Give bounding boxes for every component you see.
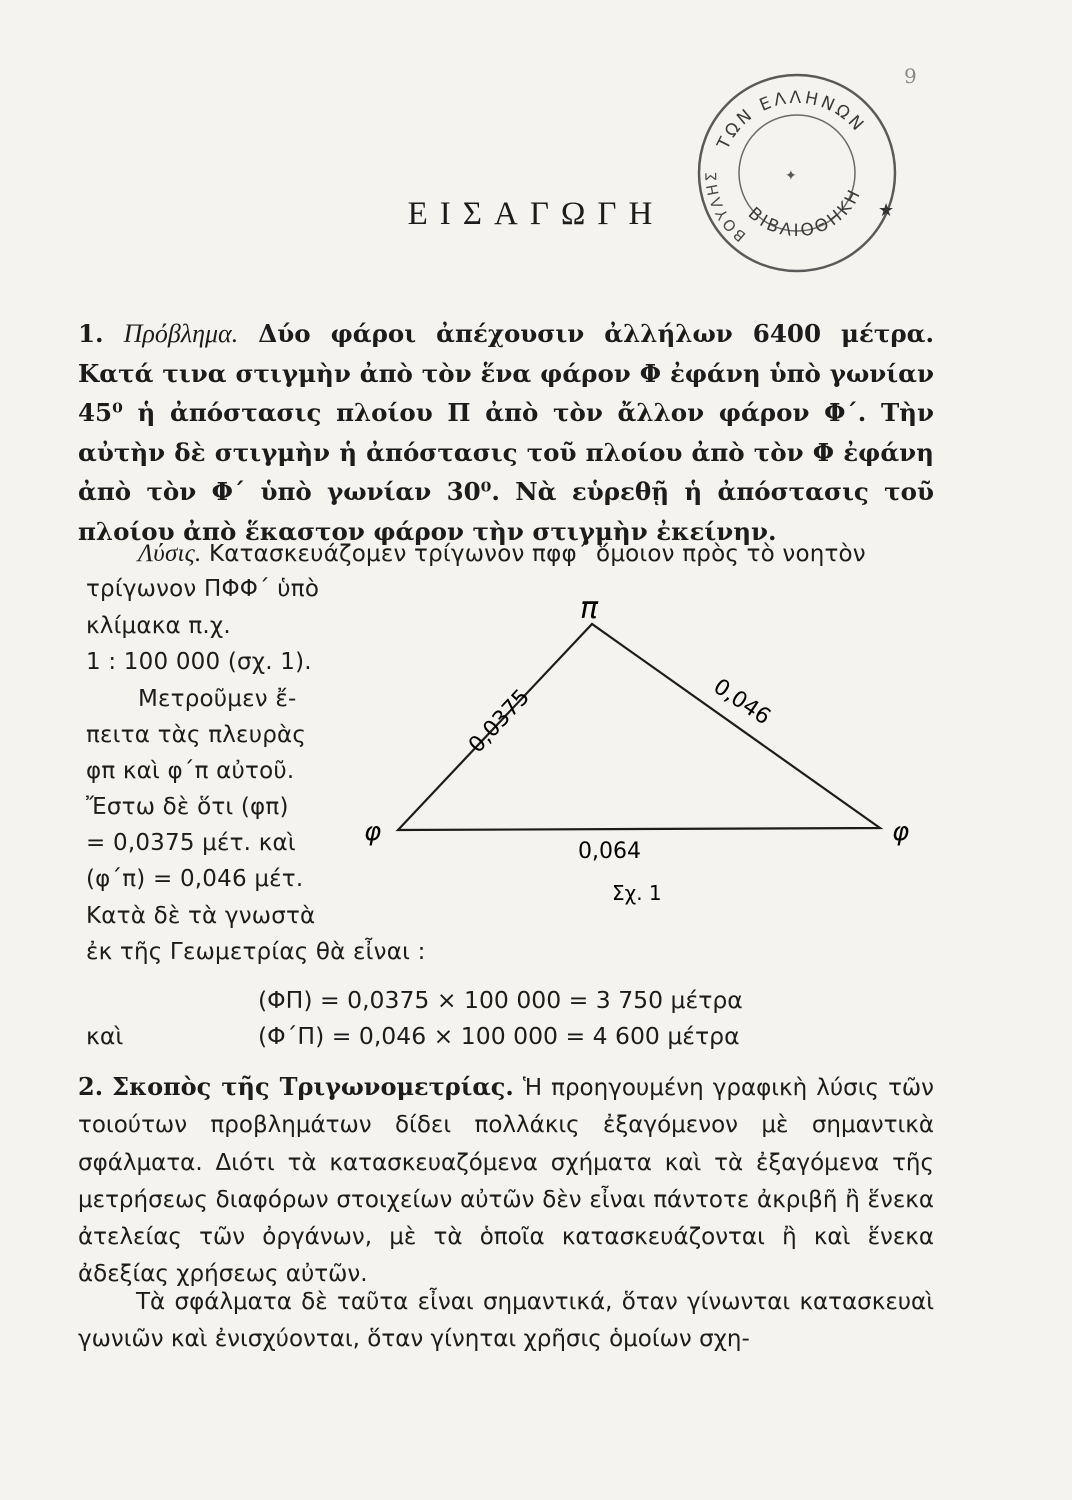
equation-1: (ΦΠ) = 0,0375 × 100 000 = 3 750 μέτρα — [258, 986, 743, 1014]
stamp-star-icon: ★ — [878, 200, 895, 221]
problem-label: Πρόβλημα. — [123, 319, 239, 348]
stamp-text-left: ΒΟΥΛΗΣ — [702, 169, 750, 246]
stamp-center-mark-icon: ✦ — [785, 168, 797, 184]
solution-line-6: φπ καὶ φ΄π αὐτοῦ. — [86, 758, 295, 784]
side-label-right: 0,046 — [708, 674, 775, 731]
page-title: ΕΙΣΑΓΩΓΗ — [407, 196, 665, 232]
stamp-text-bottom: ΒΙΒΛΙΟΘΗΚΗ — [744, 184, 866, 242]
problem-paragraph — [78, 314, 934, 552]
section-2-text: Ἡ προηγουμένη γραφικὴ λύσις τῶν τοιούτων προβλημάτων δίδει πολλάκις ἐξαγόμενον μὲ σημαντικὰ σφάλματα. Διότι τὰ κατασκευαζόμενα σχήματα καὶ τὰ ἐξαγόμενα τῆς μετρήσεως διαφόρων στοιχείων αὐτῶν δὲν εἶναι πάντοτε ἀκριβῆ ἢ ἕνεκα ἀτελείας τῶν ὀργάνων, μὲ τὰ ὁποῖα κατασκευάζονται ἢ καὶ ἕνεκα ἀδεξίας χρήσεως αὐτῶν. — [78, 1075, 935, 1288]
side-label-left: 0,0375 — [464, 684, 535, 759]
solution-line-4: Μετροῦμεν ἔ- — [138, 686, 297, 712]
solution-line-7: Ἔστω δὲ ὅτι (φπ) — [86, 794, 289, 820]
solution-line-9: (φ΄π) = 0,046 μέτ. — [86, 866, 304, 892]
page-number: 9 — [904, 64, 917, 88]
library-stamp — [692, 68, 902, 278]
vertex-label-right: φ — [892, 817, 910, 847]
problem-number: 1. — [78, 319, 104, 348]
solution-label: Λύσις. — [138, 540, 202, 567]
solution-line-3: 1 : 100 000 (σχ. 1). — [86, 649, 312, 675]
solution-line-8: = 0,0375 μέτ. καὶ — [86, 830, 296, 856]
section-2-number: 2. — [78, 1072, 104, 1101]
solution-line-10: Κατὰ δὲ τὰ γνωστὰ — [86, 903, 316, 929]
section-2-paragraph — [78, 1068, 934, 1294]
solution-line-2: κλίμακα π.χ. — [86, 613, 231, 639]
equation-2-prefix: καὶ — [86, 1022, 124, 1050]
section-2-paragraph-2: Τὰ σφάλματα δὲ ταῦτα εἶναι σημαντικά, ὅταν γίνωνται κατασκευαὶ γωνιῶν καὶ ἐνισχύονται, ὅταν γίνηται χρῆσις ὁμοίων σχη- — [78, 1289, 934, 1353]
triangle-figure — [350, 588, 930, 918]
vertex-label-top: π — [580, 591, 599, 626]
section-2-heading: Σκοπὸς τῆς Τριγωνομετρίας. — [112, 1072, 514, 1101]
triangle-shape — [398, 624, 880, 830]
equation-2: (Φ΄Π) = 0,046 × 100 000 = 4 600 μέτρα — [258, 1022, 740, 1050]
solution-line-5: πειτα τὰς πλευρὰς — [86, 722, 307, 748]
solution-first-line — [138, 540, 866, 568]
figure-caption: Σχ. 1 — [612, 881, 662, 905]
stamp-text-top: ΤΩΝ ΕΛΛΗΝΩΝ — [713, 87, 870, 153]
solution-line-1: τρίγωνον ΠΦΦ΄ ὑπὸ — [86, 576, 320, 602]
solution-line-11: ἐκ τῆς Γεωμετρίας θὰ εἶναι : — [86, 939, 426, 965]
solution-first-text: Κατασκευάζομεν τρίγωνον πφφ΄ ὅμοιον πρὸς τὸ νοητὸν — [208, 541, 866, 567]
problem-text: Δύο φάροι ἀπέχουσιν ἀλλήλων 6400 μέτρα. Κατά τινα στιγμὴν ἀπὸ τὸν ἕνα φάρον Φ ἐφάνη ὑπὸ γωνίαν 45⁰ ἡ ἀπόστασις πλοίου Π ἀπὸ τὸν ἄλλον φάρον Φ΄. Τὴν αὐτὴν δὲ στιγμὴν ἡ ἀπόστασις τοῦ πλοίου ἀπὸ τὸν Φ ἐφάνη ἀπὸ τὸν Φ΄ ὑπὸ γωνίαν 30⁰. Νὰ εὑρεθῇ ἡ ἀπόστασις τοῦ πλοίου ἀπὸ ἕκαστον φάρον τὴν στιγμὴν ἐκείνην. — [78, 319, 935, 546]
side-label-base: 0,064 — [578, 839, 641, 864]
vertex-label-left: φ — [364, 817, 382, 847]
